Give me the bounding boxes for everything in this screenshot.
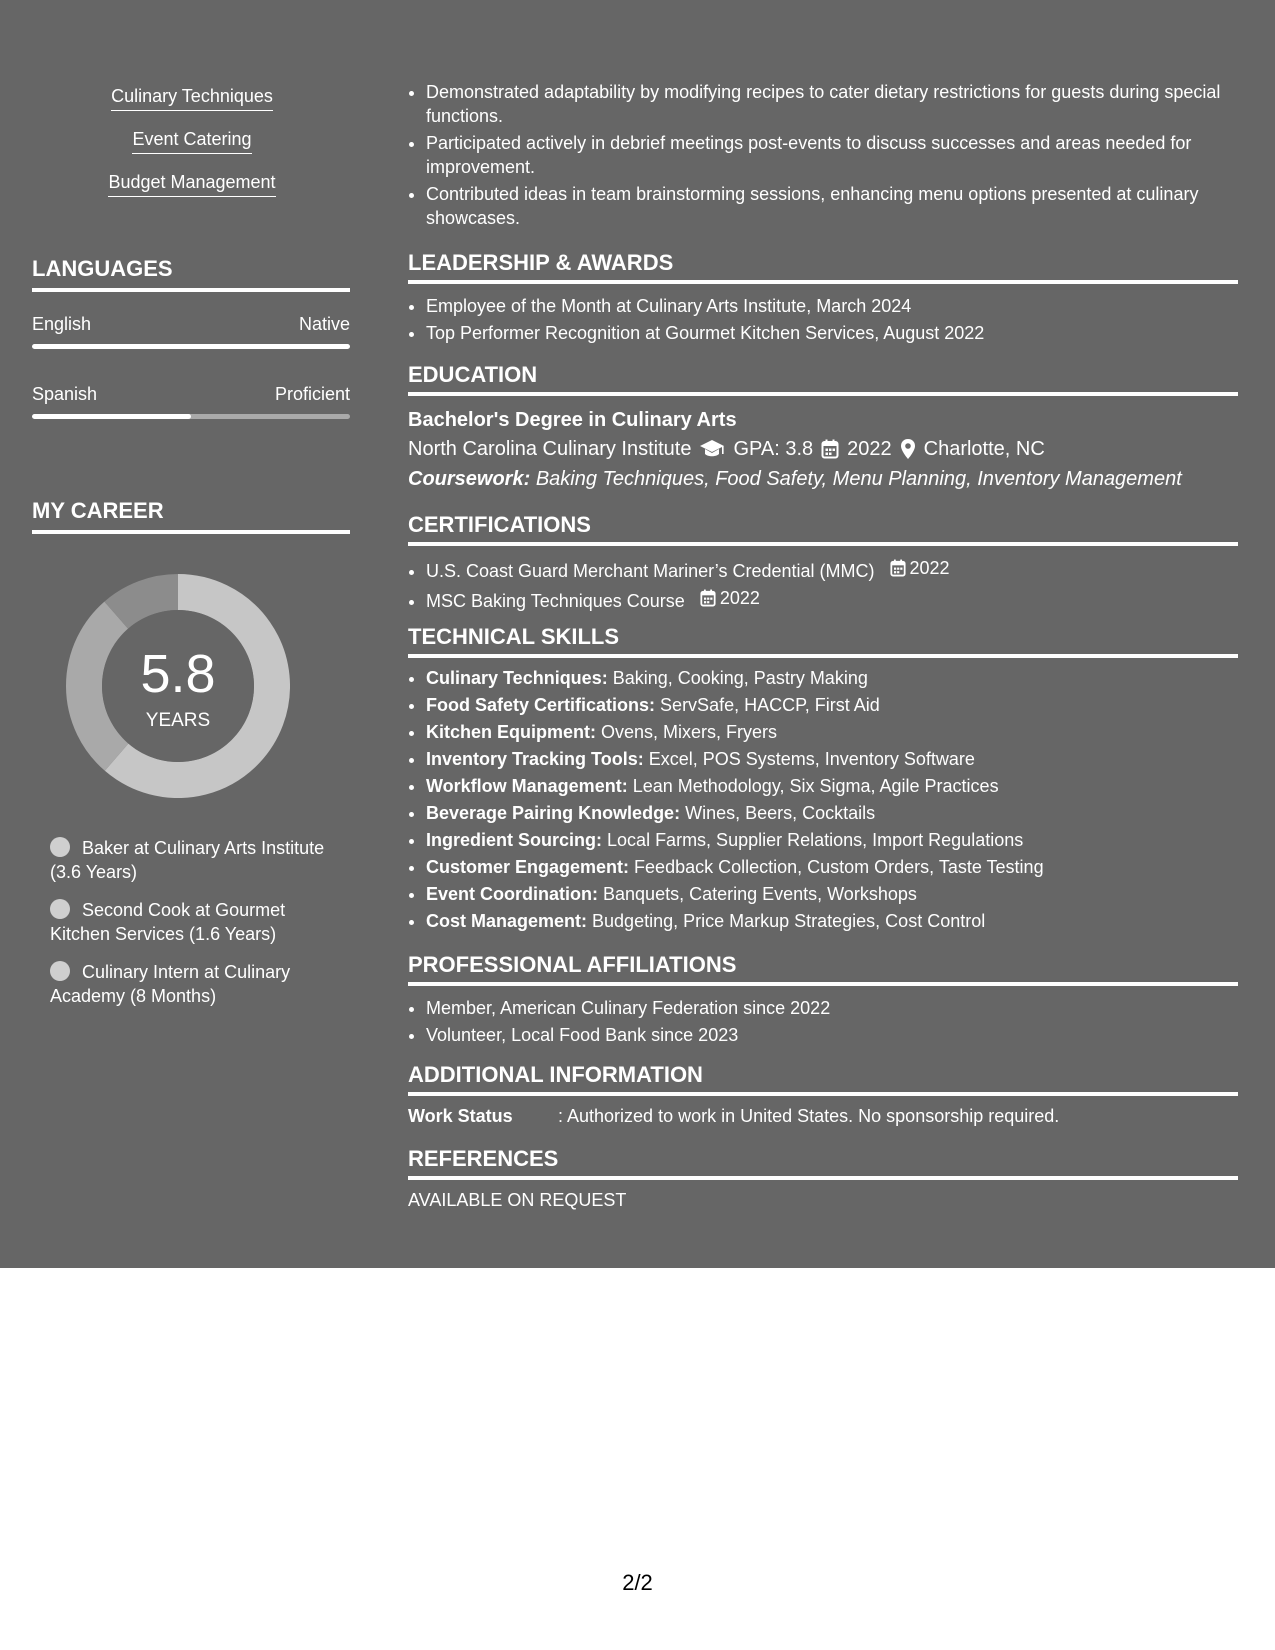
skill-item	[426, 720, 1238, 744]
language-spanish	[32, 384, 350, 405]
career-item-label: Culinary Intern at Culinary Academy (8 Months)	[50, 962, 291, 1006]
experience-continued	[408, 80, 1238, 233]
work-status-value: : Authorized to work in United States. No sponsorship required.	[558, 1106, 1060, 1126]
skill-label: Beverage Pairing Knowledge:	[426, 803, 681, 823]
skill-links	[32, 86, 352, 215]
career-unit: YEARS	[145, 710, 211, 731]
school-location: Charlotte, NC	[923, 438, 1045, 460]
graduation-year: 2022	[847, 438, 892, 460]
career-donut-chart	[66, 574, 290, 798]
experience-bullet: • Participated actively in debrief meetings post-events to discuss successes and areas needed for improvement.	[426, 131, 1238, 179]
section-heading: CERTIFICATIONS	[408, 512, 1238, 546]
calendar-icon	[700, 589, 716, 607]
coursework	[408, 464, 1238, 494]
skill-link-event-catering[interactable]: Event Catering	[132, 129, 251, 154]
section-heading: TECHNICAL SKILLS	[408, 624, 1238, 658]
section-heading: REFERENCES	[408, 1146, 1238, 1180]
career-item	[50, 960, 350, 1008]
skill-item	[426, 855, 1238, 879]
skill-value: Local Farms, Supplier Relations, Import Regulations	[607, 830, 1024, 850]
work-status-label: Work Status	[408, 1106, 513, 1126]
coursework-label: Coursework:	[408, 468, 531, 490]
certification-year: 2022	[719, 588, 760, 608]
skill-label: Event Coordination:	[426, 884, 598, 904]
section-heading: LEADERSHIP & AWARDS	[408, 250, 1238, 284]
coursework-list: Baking Techniques, Food Safety, Menu Planning, Inventory Management	[535, 468, 1182, 490]
language-english	[32, 314, 350, 335]
career-item	[50, 836, 350, 884]
career-item-label: Second Cook at Gourmet Kitchen Services (1.6 Years)	[50, 900, 286, 944]
language-name: English	[32, 314, 92, 334]
education-section	[408, 362, 1238, 494]
degree-title: Bachelor's Degree in Culinary Arts	[408, 409, 737, 431]
graduation-cap-icon	[699, 439, 725, 459]
language-bar-fill	[32, 344, 350, 349]
affiliation-item: • Member, American Culinary Federation since 2022	[426, 996, 1238, 1020]
leadership-section	[408, 250, 1238, 348]
language-level: Native	[298, 314, 350, 334]
skill-label: Customer Engagement:	[426, 857, 630, 877]
skill-value: Feedback Collection, Custom Orders, Taste Testing	[634, 857, 1044, 877]
career-total: 5.8	[140, 644, 216, 704]
certification-name: MSC Baking Techniques Course	[426, 591, 685, 611]
section-heading: ADDITIONAL INFORMATION	[408, 1062, 1238, 1096]
skill-item	[426, 909, 1238, 933]
skill-label: Kitchen Equipment:	[426, 722, 596, 742]
career-heading: MY CAREER	[32, 498, 350, 534]
certification-year: 2022	[909, 558, 950, 578]
experience-bullet: • Contributed ideas in team brainstorming sessions, enhancing menu options presented at culinary showcases.	[426, 182, 1238, 230]
language-name: Spanish	[32, 384, 98, 404]
certification-item	[426, 556, 1238, 583]
skill-link-culinary-techniques[interactable]: Culinary Techniques	[111, 86, 273, 111]
education-details	[408, 434, 1238, 464]
skill-label: Workflow Management:	[426, 776, 628, 796]
skill-item	[426, 747, 1238, 771]
skill-item	[426, 828, 1238, 852]
skill-item	[426, 693, 1238, 717]
language-level: Proficient	[274, 384, 350, 404]
legend-dot	[50, 899, 70, 919]
location-pin-icon	[900, 438, 916, 460]
skill-value: Excel, POS Systems, Inventory Software	[648, 749, 975, 769]
skill-value: Baking, Cooking, Pastry Making	[612, 668, 868, 688]
legend-dot	[50, 961, 70, 981]
work-status-row	[408, 1106, 1238, 1127]
language-bar-spanish	[32, 414, 350, 419]
skill-item	[426, 666, 1238, 690]
page-number: 2/2	[622, 1570, 653, 1595]
affiliation-item: • Volunteer, Local Food Bank since 2023	[426, 1023, 1238, 1047]
skill-label: Cost Management:	[426, 911, 588, 931]
certifications-section	[408, 512, 1238, 616]
language-bar-fill	[32, 414, 191, 419]
career-item-label: Baker at Culinary Arts Institute (3.6 Years)	[50, 838, 325, 882]
language-bar-english	[32, 344, 350, 349]
skill-value: Ovens, Mixers, Fryers	[601, 722, 778, 742]
skill-value: Banquets, Catering Events, Workshops	[603, 884, 917, 904]
skill-label: Food Safety Certifications:	[426, 695, 656, 715]
career-item	[50, 898, 350, 946]
gpa: GPA: 3.8	[733, 438, 814, 460]
skill-link-budget-management[interactable]: Budget Management	[108, 172, 275, 197]
references-section	[408, 1146, 1238, 1211]
skill-value: Wines, Beers, Cocktails	[685, 803, 876, 823]
languages-heading: LANGUAGES	[32, 256, 350, 292]
section-heading: EDUCATION	[408, 362, 1238, 396]
career-list	[50, 836, 350, 1022]
experience-bullet: • Demonstrated adaptability by modifying recipes to cater dietary restrictions for guests during special functions.	[426, 80, 1238, 128]
skill-item	[426, 882, 1238, 906]
skill-label: Ingredient Sourcing:	[426, 830, 603, 850]
skill-item	[426, 801, 1238, 825]
additional-info-section	[408, 1062, 1238, 1127]
section-heading: PROFESSIONAL AFFILIATIONS	[408, 952, 1238, 986]
certification-item	[426, 586, 1238, 613]
certification-name: U.S. Coast Guard Merchant Mariner’s Credential (MMC)	[426, 561, 875, 581]
skill-item	[426, 774, 1238, 798]
skill-value: Budgeting, Price Markup Strategies, Cost Control	[592, 911, 986, 931]
calendar-icon	[890, 559, 906, 577]
skill-value: ServSafe, HACCP, First Aid	[660, 695, 880, 715]
references-text: AVAILABLE ON REQUEST	[408, 1190, 627, 1210]
school-name: North Carolina Culinary Institute	[408, 438, 692, 460]
technical-skills-section	[408, 624, 1238, 936]
skill-value: Lean Methodology, Six Sigma, Agile Practices	[632, 776, 999, 796]
skill-label: Inventory Tracking Tools:	[426, 749, 644, 769]
calendar-icon	[821, 439, 839, 459]
legend-dot	[50, 837, 70, 857]
skill-label: Culinary Techniques:	[426, 668, 608, 688]
affiliations-section	[408, 952, 1238, 1050]
award-item: • Employee of the Month at Culinary Arts Institute, March 2024	[426, 294, 1238, 318]
award-item: • Top Performer Recognition at Gourmet Kitchen Services, August 2022	[426, 321, 1238, 345]
